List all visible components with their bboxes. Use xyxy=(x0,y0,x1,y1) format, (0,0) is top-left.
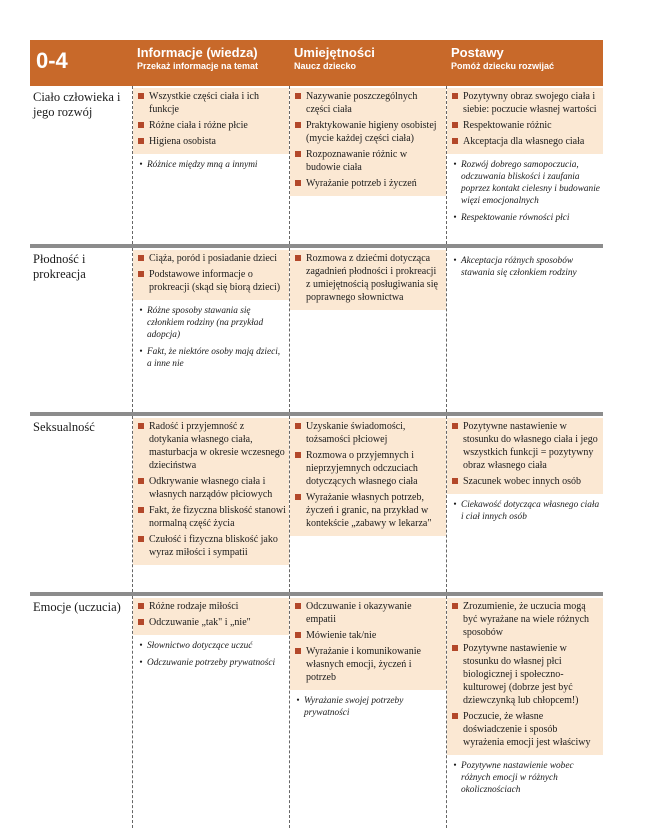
table-row xyxy=(30,86,603,244)
list-item xyxy=(292,449,443,488)
item-text: Poczucie, że własne doświadczenie i sposób wyrażenia emocji jest właściwy xyxy=(463,711,591,748)
note-item xyxy=(447,499,603,523)
item-text: Higiena osobista xyxy=(149,136,216,147)
square-bullet-icon xyxy=(452,122,458,128)
note-text: Pozytywne nastawienie wobec różnych emocji w różnych okolicznościach xyxy=(461,761,574,795)
note-text: Różnice między mną a innymi xyxy=(147,160,258,170)
list-item xyxy=(135,119,286,132)
row-label: Emocje (uczucia) xyxy=(33,600,121,614)
table-row xyxy=(30,412,603,592)
header-info xyxy=(132,40,289,86)
list-item xyxy=(292,90,443,116)
highlight-box xyxy=(447,598,603,755)
square-bullet-icon xyxy=(138,619,144,625)
list-item xyxy=(449,135,600,148)
square-bullet-icon xyxy=(295,93,301,99)
item-text: Wyrażanie potrzeb i życzeń xyxy=(306,178,417,189)
note-item xyxy=(133,640,289,652)
list-item xyxy=(449,90,600,116)
item-text: Odkrywanie własnego ciała i własnych narządów płciowych xyxy=(149,476,273,500)
square-bullet-icon xyxy=(295,151,301,157)
item-text: Pozytywne nastawienie w stosunku do własnej płci biologicznej i społeczno-kulturowej (dobrze jest być dziewczynką lub chłopcem!) xyxy=(463,643,579,706)
note-item xyxy=(133,346,289,370)
highlight-box xyxy=(133,418,289,565)
table-header xyxy=(30,40,603,86)
highlight-box xyxy=(133,88,289,154)
cell-skills xyxy=(289,596,446,828)
item-text: Akceptacja dla własnego ciała xyxy=(463,136,585,147)
note-item xyxy=(133,305,289,341)
note-text: Słownictwo dotyczące uczuć xyxy=(147,641,253,651)
note-text: Ciekawość dotycząca własnego ciała i ciał innych osób xyxy=(461,500,600,522)
item-text: Pozytywny obraz swojego ciała i siebie: poczucie własnej wartości xyxy=(463,91,597,115)
dot-bullet-icon: • xyxy=(453,256,457,266)
list-item xyxy=(292,629,443,642)
cell-info xyxy=(132,248,289,412)
curriculum-table xyxy=(30,40,603,828)
list-item xyxy=(449,475,600,488)
square-bullet-icon xyxy=(295,180,301,186)
cell-info xyxy=(132,596,289,828)
item-text: Rozpoznawanie różnic w budowie ciała xyxy=(306,149,408,173)
note-text: Fakt, że niektóre osoby mają dzieci, a inne nie xyxy=(147,347,281,369)
cell-attitudes xyxy=(446,416,603,592)
dot-bullet-icon: • xyxy=(296,696,300,706)
square-bullet-icon xyxy=(138,271,144,277)
row-label: Seksualność xyxy=(33,420,95,434)
highlight-box xyxy=(133,598,289,635)
note-text: Odczuwanie potrzeby prywatności xyxy=(147,658,276,668)
header-info-title: Informacje (wiedza) xyxy=(137,45,258,60)
square-bullet-icon xyxy=(295,494,301,500)
header-skills-title: Umiejętności xyxy=(294,45,375,60)
square-bullet-icon xyxy=(138,603,144,609)
square-bullet-icon xyxy=(452,603,458,609)
item-text: Nazywanie poszczególnych części ciała xyxy=(306,91,418,115)
dot-bullet-icon: • xyxy=(453,500,457,510)
note-item xyxy=(447,212,603,224)
list-item xyxy=(292,600,443,626)
list-item xyxy=(292,420,443,446)
highlight-box xyxy=(133,250,289,300)
list-item xyxy=(449,119,600,132)
table-row xyxy=(30,244,603,412)
note-item xyxy=(447,760,603,796)
list-item xyxy=(135,600,286,613)
dot-bullet-icon: • xyxy=(139,658,143,668)
list-item xyxy=(135,475,286,501)
highlight-box xyxy=(290,598,446,690)
dot-bullet-icon: • xyxy=(139,306,143,316)
age-group-label: 0-4 xyxy=(36,48,68,73)
item-text: Podstawowe informacje o prokreacji (skąd się biorą dzieci) xyxy=(149,269,281,293)
list-item xyxy=(135,420,286,472)
square-bullet-icon xyxy=(452,645,458,651)
table-body xyxy=(30,86,603,828)
square-bullet-icon xyxy=(138,536,144,542)
header-skills xyxy=(289,40,446,86)
list-item xyxy=(135,252,286,265)
square-bullet-icon xyxy=(452,423,458,429)
header-info-subtitle: Przekaż informacje na temat xyxy=(137,61,259,71)
note-item xyxy=(133,159,289,171)
row-label: Ciało człowieka i jego rozwój xyxy=(33,90,121,119)
item-text: Ciąża, poród i posiadanie dzieci xyxy=(149,253,278,264)
note-item xyxy=(133,657,289,669)
item-text: Odczuwanie „tak" i „nie" xyxy=(149,617,251,628)
dot-bullet-icon: • xyxy=(453,160,457,170)
cell-skills xyxy=(289,248,446,412)
item-text: Szacunek wobec innych osób xyxy=(463,476,582,487)
square-bullet-icon xyxy=(295,122,301,128)
dot-bullet-icon: • xyxy=(453,761,457,771)
list-item xyxy=(292,148,443,174)
square-bullet-icon xyxy=(452,478,458,484)
square-bullet-icon xyxy=(452,713,458,719)
table-row xyxy=(30,592,603,828)
note-text: Akceptacja różnych sposobów stawania się członkiem rodziny xyxy=(461,256,577,278)
cell-skills xyxy=(289,416,446,592)
square-bullet-icon xyxy=(295,648,301,654)
highlight-box xyxy=(447,88,603,154)
item-text: Rozmowa o przyjemnych i nieprzyjemnych odczuciach dotyczących własnego ciała xyxy=(306,450,418,487)
cell-attitudes xyxy=(446,248,603,412)
item-text: Radość i przyjemność z dotykania własnego ciała, masturbacja w okresie wczesnego dzieciństwa xyxy=(149,421,285,471)
item-text: Wyrażanie własnych potrzeb, życzeń i granic, na przykład w kontekście „zabawy w lekarza" xyxy=(306,492,432,529)
header-attitudes xyxy=(446,40,603,86)
note-item xyxy=(447,255,603,279)
header-skills-subtitle: Naucz dziecko xyxy=(294,61,357,71)
item-text: Różne ciała i różne płcie xyxy=(149,120,248,131)
square-bullet-icon xyxy=(295,632,301,638)
highlight-box xyxy=(447,418,603,494)
highlight-box xyxy=(290,250,446,310)
item-text: Czułość i fizyczna bliskość jako wyraz miłości i sympatii xyxy=(149,534,278,558)
square-bullet-icon xyxy=(138,423,144,429)
item-text: Fakt, że fizyczna bliskość stanowi normalną część życia xyxy=(149,505,286,529)
header-attitudes-title: Postawy xyxy=(451,45,504,60)
list-item xyxy=(292,119,443,145)
list-item xyxy=(135,616,286,629)
square-bullet-icon xyxy=(138,478,144,484)
cell-skills xyxy=(289,86,446,244)
item-text: Odczuwanie i okazywanie empatii xyxy=(306,601,412,625)
item-text: Uzyskanie świadomości, tożsamości płciowej xyxy=(306,421,406,445)
header-attitudes-subtitle: Pomóż dziecku rozwijać xyxy=(451,61,555,71)
square-bullet-icon xyxy=(452,138,458,144)
dot-bullet-icon: • xyxy=(139,641,143,651)
list-item xyxy=(449,642,600,707)
square-bullet-icon xyxy=(138,93,144,99)
list-item xyxy=(292,491,443,530)
item-text: Wyrażanie i komunikowanie własnych emocji, życzeń i potrzeb xyxy=(306,646,421,683)
dot-bullet-icon: • xyxy=(139,347,143,357)
list-item xyxy=(449,420,600,472)
square-bullet-icon xyxy=(295,423,301,429)
note-text: Różne sposoby stawania się członkiem rodziny (na przykład adopcja) xyxy=(147,306,264,340)
square-bullet-icon xyxy=(138,255,144,261)
square-bullet-icon xyxy=(295,255,301,261)
item-text: Respektowanie różnic xyxy=(463,120,552,131)
square-bullet-icon xyxy=(295,452,301,458)
list-item xyxy=(135,135,286,148)
list-item xyxy=(292,645,443,684)
note-text: Respektowanie równości płci xyxy=(461,213,570,223)
item-text: Mówienie tak/nie xyxy=(306,630,377,641)
list-item xyxy=(292,177,443,190)
square-bullet-icon xyxy=(138,122,144,128)
list-item xyxy=(449,600,600,639)
item-text: Praktykowanie higieny osobistej (mycie każdej części ciała) xyxy=(306,120,437,144)
item-text: Pozytywne nastawienie w stosunku do własnego ciała i jego wszystkich funkcji = pozytywny obraz własnego ciała xyxy=(463,421,598,471)
list-item xyxy=(135,268,286,294)
highlight-box xyxy=(290,88,446,196)
note-text: Wyrażanie swojej potrzeby prywatności xyxy=(304,696,404,718)
square-bullet-icon xyxy=(295,603,301,609)
dot-bullet-icon: • xyxy=(139,160,143,170)
list-item xyxy=(292,252,443,304)
item-text: Wszystkie części ciała i ich funkcje xyxy=(149,91,259,115)
item-text: Zrozumienie, że uczucia mogą być wyrażane na wiele różnych sposobów xyxy=(463,601,590,638)
square-bullet-icon xyxy=(138,507,144,513)
highlight-box xyxy=(290,418,446,536)
list-item xyxy=(135,90,286,116)
cell-attitudes xyxy=(446,596,603,828)
list-item xyxy=(135,504,286,530)
list-item xyxy=(135,533,286,559)
note-item xyxy=(447,159,603,207)
dot-bullet-icon: • xyxy=(453,213,457,223)
cell-attitudes xyxy=(446,86,603,244)
row-label: Płodność i prokreacja xyxy=(33,252,86,281)
square-bullet-icon xyxy=(138,138,144,144)
item-text: Różne rodzaje miłości xyxy=(149,601,239,612)
square-bullet-icon xyxy=(452,93,458,99)
note-item xyxy=(290,695,446,719)
cell-info xyxy=(132,86,289,244)
cell-info xyxy=(132,416,289,592)
item-text: Rozmowa z dziećmi dotycząca zagadnień płodności i prokreacji z umiejętnością posługiwania się poprawnego słownictwa xyxy=(306,253,438,303)
note-text: Rozwój dobrego samopoczucia, odczuwania bliskości i zaufania poprzez kontakt cielesny i budowanie więzi emocjonalnych xyxy=(461,160,600,206)
list-item xyxy=(449,710,600,749)
